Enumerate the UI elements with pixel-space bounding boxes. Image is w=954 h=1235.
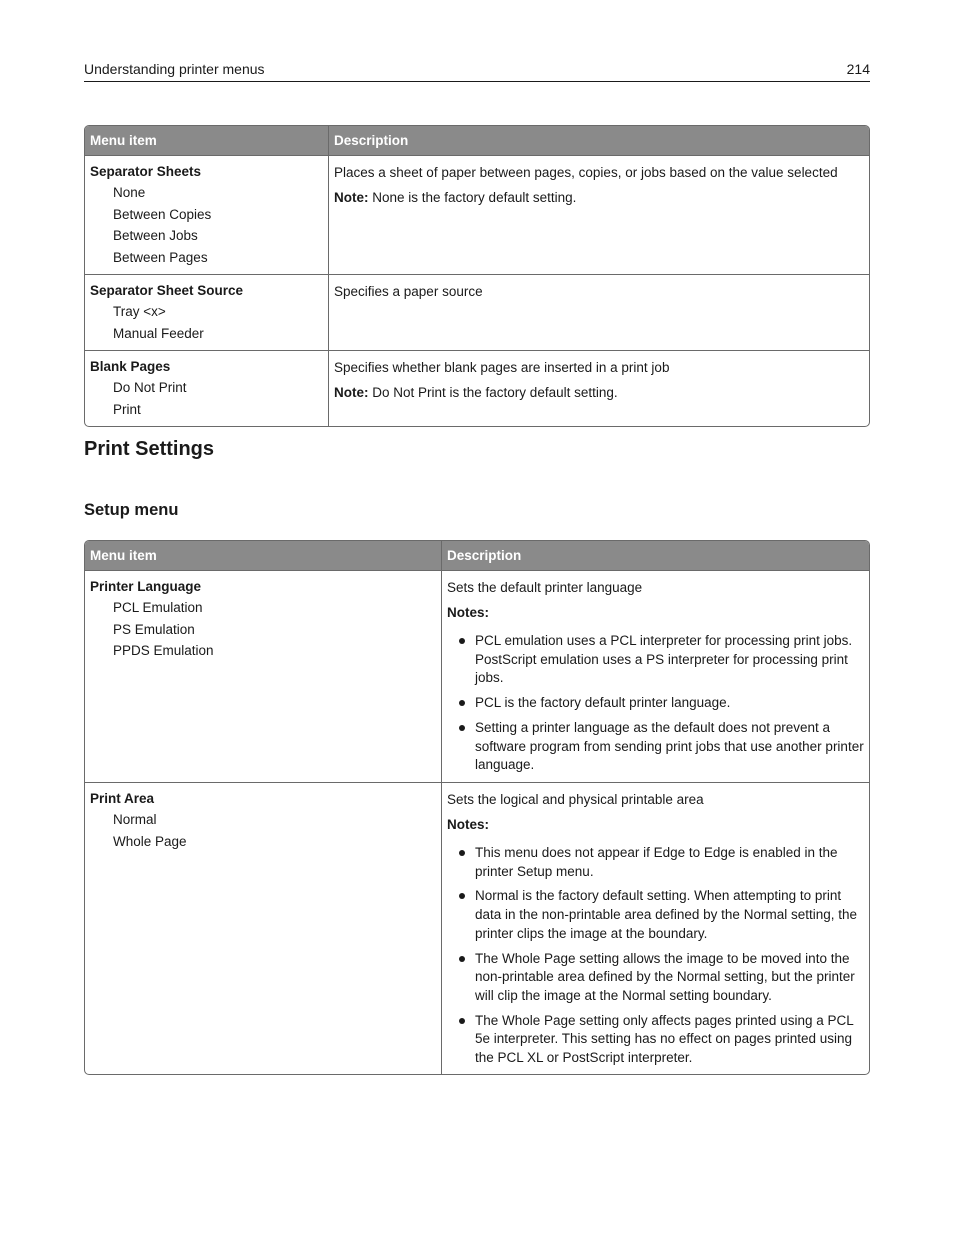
column-header-description: Description [328, 126, 869, 155]
description-text: Sets the logical and physical printable area [447, 792, 704, 807]
description-text: Specifies a paper source [334, 284, 483, 299]
bullet-icon [459, 956, 465, 962]
menu-option: None [113, 185, 146, 200]
menu-item-cell [85, 274, 328, 350]
menu-option: Print [113, 401, 141, 417]
note-label: Note: [334, 385, 369, 400]
list-item [447, 844, 864, 881]
menu-option: PS Emulation [113, 621, 195, 637]
menu-option: Between Copies [113, 206, 212, 222]
menu-option: PPDS Emulation [113, 643, 214, 658]
menu-option: Normal [113, 812, 157, 827]
menu-table-paper [84, 125, 870, 427]
notes-list [447, 632, 864, 775]
description-cell [328, 350, 869, 426]
bullet-icon [459, 638, 465, 644]
note-text: This menu does not appear if Edge to Edge is enabled in the printer Setup menu. [475, 845, 838, 879]
table-row [85, 274, 869, 350]
notes-label: Notes: [447, 817, 490, 832]
page-number: 214 [846, 61, 870, 77]
note [334, 188, 864, 207]
note-text: Normal is the factory default setting. When attempting to print data in the non-printable area defined by the Normal setting, the printer clips the image at the boundary. [475, 888, 857, 941]
description-cell [328, 274, 869, 350]
menu-table-setup [84, 540, 870, 1075]
list-item [447, 1012, 864, 1068]
menu-option: Between Jobs [113, 228, 198, 243]
menu-item-title: Printer Language [90, 579, 202, 594]
description-cell [441, 570, 869, 782]
column-header-description: Description [441, 541, 869, 570]
notes-list [447, 844, 864, 1068]
menu-item-title: Separator Sheets [90, 164, 202, 179]
list-item [447, 719, 864, 775]
list-item [447, 887, 864, 943]
note-text: None is the factory default setting. [368, 190, 577, 205]
note-text: The Whole Page setting allows the image to be moved into the non-printable area defined by the Normal setting, but the printer will clip the image at the Normal setting boundary. [475, 950, 855, 1003]
note-text: Do Not Print is the factory default setting. [368, 385, 618, 400]
bullet-icon [459, 893, 465, 899]
menu-item-cell [85, 570, 441, 782]
bullet-icon [459, 1018, 465, 1024]
note-text: Setting a printer language as the default does not prevent a software program from sending print jobs that use another printer language. [475, 719, 864, 773]
description-cell [328, 155, 869, 274]
list-item [447, 632, 864, 688]
note-text: PCL is the factory default printer language. [475, 695, 731, 711]
menu-option: Between Pages [113, 249, 208, 265]
menu-item-cell [85, 350, 328, 426]
description-cell [441, 782, 869, 1074]
page-header [84, 60, 870, 82]
note-text: The Whole Page setting only affects pages printed using a PCL 5e interpreter. This setting has no effect on pages printed using the PCL XL or PostScript interpreter. [475, 1012, 854, 1066]
menu-item-title: Separator Sheet Source [90, 283, 244, 298]
list-item [447, 694, 864, 713]
menu-item-title: Print Area [90, 791, 155, 806]
bullet-icon [459, 850, 465, 856]
bullet-icon [459, 725, 465, 731]
menu-item-title: Blank Pages [90, 359, 171, 374]
list-item [447, 950, 864, 1006]
note-text: PCL emulation uses a PCL interpreter for processing print jobs. PostScript emulation uses a PS interpreter for processing print jobs. [475, 633, 853, 686]
chapter-title: Understanding printer menus [84, 61, 265, 77]
bullet-icon [459, 700, 465, 706]
menu-item-cell [85, 155, 328, 274]
table-row [85, 155, 869, 274]
table-row [85, 782, 869, 1074]
section-title: Print Settings [84, 438, 215, 460]
menu-option: Do Not Print [113, 380, 187, 395]
note [334, 383, 864, 402]
menu-option: Tray <x> [113, 304, 166, 319]
description-text: Places a sheet of paper between pages, copies, or jobs based on the value selected [334, 165, 838, 180]
column-header-menu-item: Menu item [85, 126, 328, 155]
table-header-row [85, 126, 869, 155]
subsection-title: Setup menu [84, 501, 179, 519]
table-header-row [85, 541, 869, 570]
note-label: Note: [334, 190, 369, 205]
menu-option: PCL Emulation [113, 600, 203, 615]
table-row [85, 570, 869, 782]
menu-item-cell [85, 782, 441, 1074]
table-row [85, 350, 869, 426]
menu-option: Manual Feeder [113, 325, 204, 341]
description-text: Specifies whether blank pages are inserted in a print job [334, 360, 670, 375]
description-text: Sets the default printer language [447, 580, 643, 595]
notes-label: Notes: [447, 605, 490, 620]
menu-option: Whole Page [113, 833, 187, 849]
column-header-menu-item: Menu item [85, 541, 441, 570]
